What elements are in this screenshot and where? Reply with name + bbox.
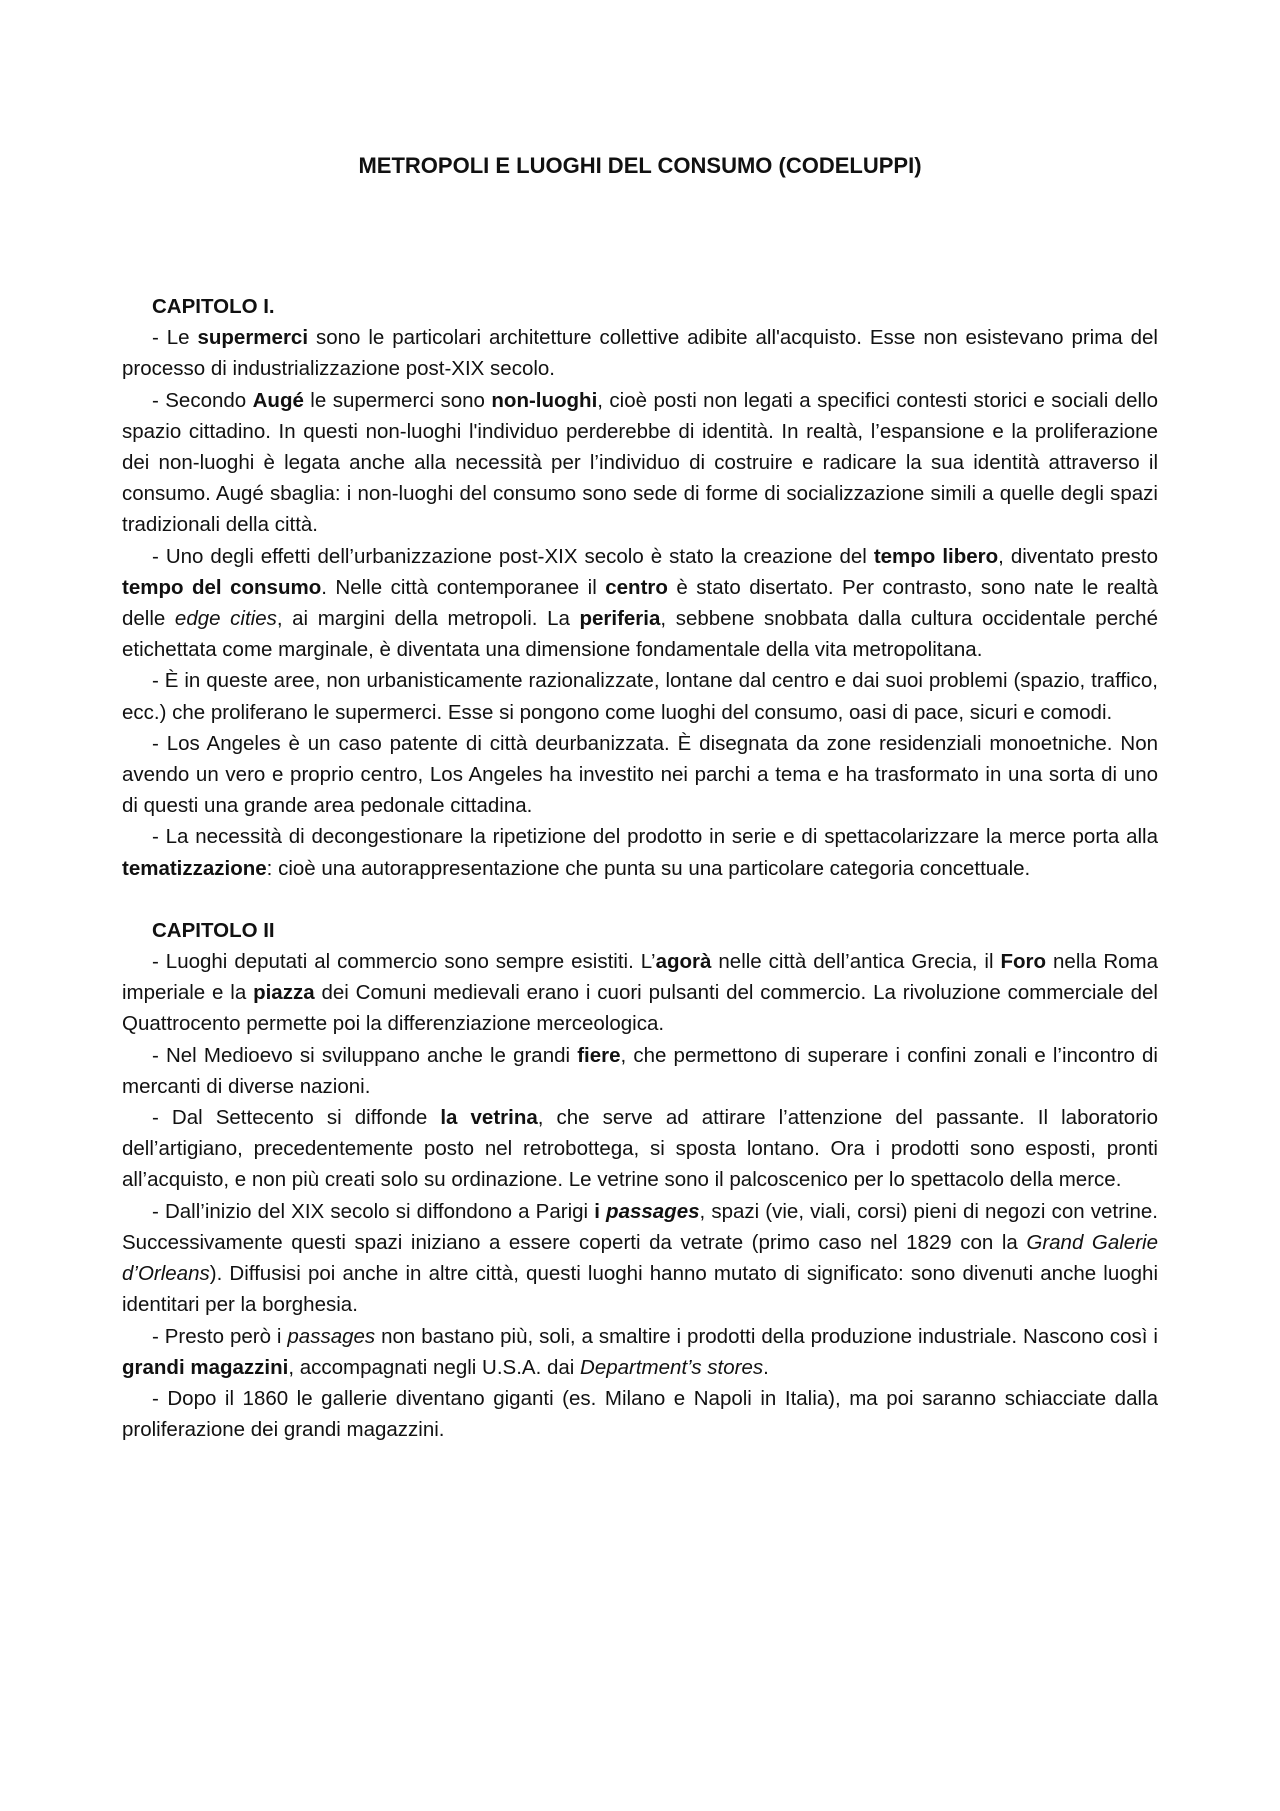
bold-term: periferia	[579, 607, 661, 631]
text-run: - Presto però i	[152, 1324, 288, 1348]
text-run: è stato disertato. Per contrasto, sono nate le realtà delle	[122, 575, 1158, 631]
bold-term: Augé	[252, 388, 304, 412]
italic-term: Grand Galerie d’Orleans	[122, 1230, 1158, 1286]
paragraph	[122, 1383, 1158, 1445]
paragraph	[122, 946, 1158, 1040]
paragraph	[122, 322, 1158, 384]
bold-term: tematizzazione	[122, 856, 267, 880]
bold-term: tempo del consumo	[122, 575, 322, 599]
paragraph	[122, 1102, 1158, 1196]
chapter-heading: CAPITOLO I.	[152, 295, 275, 318]
text-run: - Le	[152, 326, 198, 350]
italic-term: edge cities	[174, 607, 277, 631]
text-run: - Dal Settecento si diffonde	[152, 1106, 441, 1130]
paragraph	[122, 665, 1158, 727]
text-run: .	[763, 1355, 769, 1379]
paragraph	[122, 385, 1158, 541]
text-run: , sebbene snobbata dalla cultura occidentale perché etichettata come marginale, è diventata una dimensione fondamentale della vita metropolitana.	[122, 607, 1158, 662]
text-run: - Uno degli effetti dell’urbanizzazione post-XIX secolo è stato la creazione del	[152, 544, 874, 568]
bold-term: agorà	[655, 950, 712, 974]
text-run: . Nelle città contemporanee il	[321, 575, 606, 599]
bold-term: la vetrina	[440, 1106, 538, 1130]
paragraph	[122, 728, 1158, 822]
paragraph	[122, 821, 1158, 883]
text-run: , che permettono di superare i confini zonali e l’incontro di mercanti di diverse nazioni.	[122, 1043, 1158, 1098]
bold-term: fiere	[577, 1043, 621, 1067]
bold-term: Foro	[1000, 950, 1047, 974]
paragraph	[122, 1321, 1158, 1383]
document-title: METROPOLI E LUOGHI DEL CONSUMO (CODELUPPI)	[358, 153, 922, 178]
chapter-heading: CAPITOLO II	[152, 918, 275, 942]
bold-term: i	[594, 1199, 607, 1223]
italic-term: Department’s stores	[580, 1355, 764, 1379]
text-run: le supermerci sono	[303, 388, 492, 412]
paragraph	[122, 1040, 1158, 1102]
text-run: , ai margini della metropoli. La	[276, 607, 580, 631]
text-run: - Los Angeles è un caso patente di città deurbanizzata. È disegnata da zone residenziali monoetniche. Non avendo un vero e proprio centro, Los Angeles ha investito nei parchi a tema e ha trasformato in una sorta di uno di questi una grande area pedonale cittadina.	[122, 731, 1158, 818]
text-run: , che serve ad attirare l’attenzione del passante. Il laboratorio dell’artigiano, precedentemente posto nel retrobottega, si sposta lontano. Ora i prodotti sono esposti, pronti all’acquisto, e non più creati solo su ordinazione. Le vetrine sono il palcoscenico per lo spettacolo della merce.	[122, 1106, 1158, 1192]
bold-term: tempo libero	[873, 544, 999, 568]
bold-term: non-luoghi	[491, 388, 598, 412]
text-run: - Dall’inizio del XIX secolo si diffondono a Parigi	[152, 1199, 595, 1223]
text-run: - È in queste aree, non urbanisticamente razionalizzate, lontane dal centro e dai suoi problemi (spazio, traffico, ecc.) che proliferano le supermerci. Esse si pongono come luoghi del consumo, oasi di pace, sicuri e comodi.	[122, 669, 1158, 724]
bold-term: centro	[605, 575, 668, 599]
bold-term: grandi magazzini	[122, 1355, 289, 1379]
document-body	[122, 291, 1158, 1445]
text-run: sono le particolari architetture collettive adibite all'acquisto. Esse non esistevano prima del processo di industrializzazione post-XIX secolo.	[122, 326, 1158, 381]
text-run: , diventato presto	[998, 544, 1159, 568]
text-run: non bastano più, soli, a smaltire i prodotti della produzione industriale. Nascono così i	[375, 1324, 1158, 1348]
text-run: , spazi (vie, viali, corsi) pieni di negozi con vetrine. Successivamente questi spazi iniziano a essere coperti da vetrate (primo caso nel 1829 con la	[122, 1199, 1158, 1254]
text-run: ). Diffusisi poi anche in altre città, questi luoghi hanno mutato di significato: sono divenuti anche luoghi identitari per la borghesia.	[122, 1262, 1158, 1317]
bold-term: piazza	[253, 981, 315, 1005]
text-run: - Nel Medioevo si sviluppano anche le grandi	[152, 1043, 578, 1067]
text-run: , accompagnati negli U.S.A. dai	[288, 1355, 581, 1379]
bold-term: supermerci	[197, 326, 309, 350]
text-run: nelle città dell’antica Grecia, il	[711, 950, 1001, 974]
text-run: dei Comuni medievali erano i cuori pulsanti del commercio. La rivoluzione commerciale del Quattrocento permette poi la differenziazione merceologica.	[122, 981, 1158, 1036]
text-run: , cioè posti non legati a specifici contesti storici e sociali dello spazio cittadino. In questi non-luoghi l'individuo perderebbe di identità. In realtà, l’espansione e la proliferazione dei non-luoghi è legata anche alla necessità per l’individuo di costruire e radicare la sua identità attraverso il consumo. Augé sbaglia: i non-luoghi del consumo sono sede di forme di socializzazione simili a quelle degli spazi tradizionali della città.	[122, 388, 1158, 537]
paragraph	[122, 541, 1158, 666]
text-run: - Dopo il 1860 le gallerie diventano giganti (es. Milano e Napoli in Italia), ma poi saranno schiacciate dalla proliferazione dei grandi magazzini.	[122, 1386, 1158, 1442]
text-run: - Secondo	[152, 388, 253, 412]
paragraph	[122, 1196, 1158, 1321]
text-run: nella Roma imperiale e la	[122, 950, 1158, 1005]
text-run: - Luoghi deputati al commercio sono sempre esistiti. L’	[152, 950, 656, 974]
text-run: : cioè una autorappresentazione che punta su una particolare categoria concettuale.	[266, 856, 1031, 880]
italic-term: passages	[287, 1324, 376, 1348]
text-run: - La necessità di decongestionare la ripetizione del prodotto in serie e di spettacolarizzare la merce porta alla	[152, 825, 1158, 849]
bold-term: passages	[606, 1199, 700, 1223]
